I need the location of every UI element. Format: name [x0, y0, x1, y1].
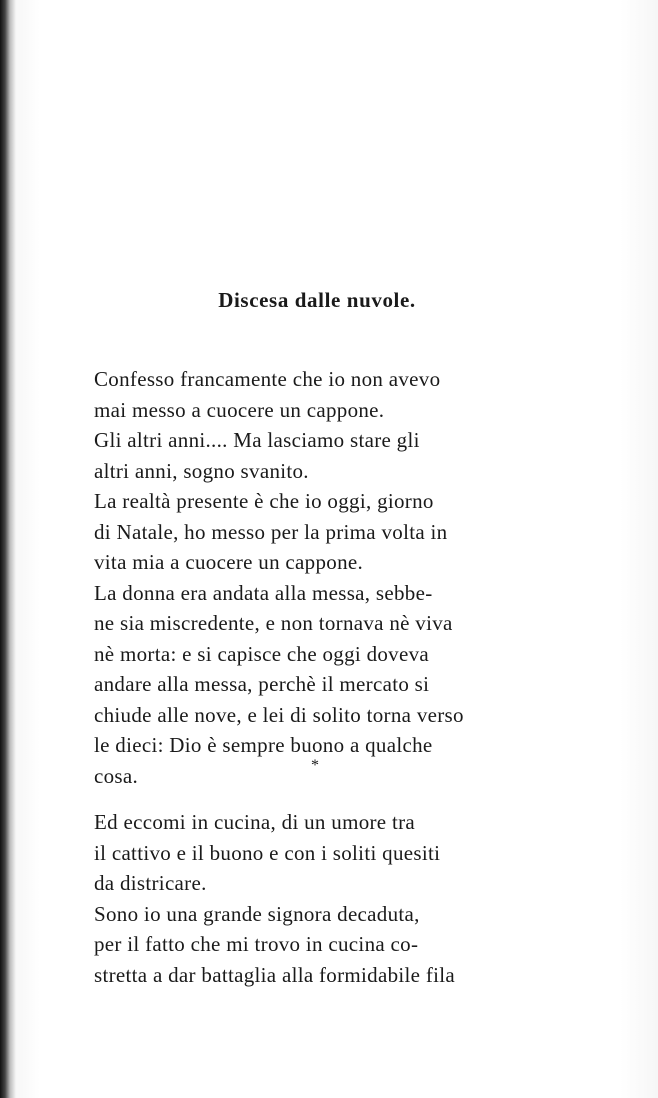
text-line: stretta a dar battaglia alla formidabile fila — [94, 962, 456, 987]
text-line: La donna era andata alla messa, sebbe- — [94, 580, 433, 605]
text-line: di Natale, ho messo per la prima volta in — [94, 519, 448, 544]
paragraph — [70, 899, 564, 991]
text-line: ne sia miscredente, e non tornava nè viva — [94, 611, 453, 635]
text-line: La realtà presente è che io oggi, giorno — [94, 489, 434, 513]
paragraph — [70, 486, 564, 578]
paragraph — [70, 425, 564, 486]
text-line: da districare. — [94, 871, 207, 895]
text-line: Ed eccomi in cucina, di un umore tra — [94, 810, 416, 834]
paragraph — [70, 364, 564, 425]
section-2-text — [70, 807, 564, 990]
paragraph — [70, 807, 564, 899]
text-line: Sono io una grande signora decaduta, — [94, 901, 420, 926]
text-line: mai messo a cuocere un cappone. — [94, 397, 385, 422]
chapter-title: Discesa dalle nuvole. — [218, 288, 416, 312]
section-separator: * — [311, 757, 319, 774]
text-line: vita mia a cuocere un cappone. — [94, 550, 364, 574]
text-line: chiude alle nove, e lei di solito torna verso — [94, 702, 464, 727]
text-line: Confesso francamente che io non avevo — [94, 367, 441, 391]
text-line: le dieci: Dio è sempre buono a qualche — [94, 733, 433, 757]
text-line: Gli altri anni.... Ma lasciamo stare gli — [94, 428, 420, 452]
text-line: altri anni, sogno svanito. — [94, 458, 309, 483]
section-1-text — [70, 364, 564, 791]
text-line: per il fatto che mi trovo in cucina co- — [94, 932, 419, 956]
text-line: nè morta: e si capisce che oggi doveva — [94, 641, 430, 666]
page-binding-edge — [0, 0, 16, 1098]
text-line: andare alla messa, perchè il mercato si — [94, 672, 430, 696]
text-line: il cattivo e il buono e con i soliti quesiti — [94, 840, 441, 865]
text-line: cosa. — [94, 763, 139, 788]
